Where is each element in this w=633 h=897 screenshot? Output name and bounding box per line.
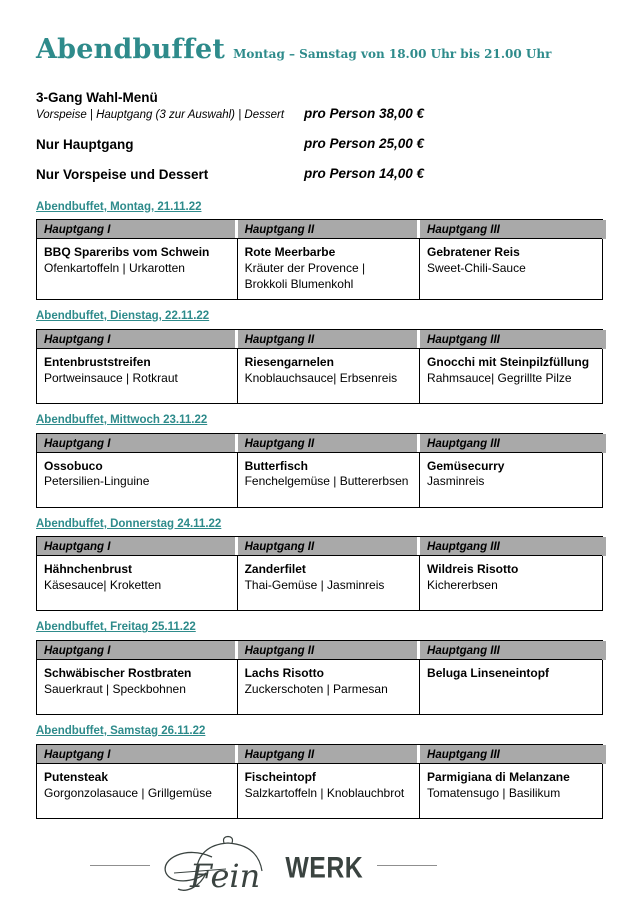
course-cell [238,660,420,714]
table-header-row [37,641,602,660]
day-section-donnerstag [36,518,603,612]
dish-name: Schwäbischer Rostbraten [44,666,192,681]
day-heading: Abendbuffet, Donnerstag 24.11.22 [36,517,222,530]
pricing-price: pro Person 38,00 € [304,106,425,121]
menu-table [36,329,603,404]
day-section-samstag [36,725,603,819]
dish-name: Parmigiana di Melanzane [427,769,570,784]
column-header: Hauptgang I [37,641,238,659]
dish-description: Tomatensugo | Basilikum [427,785,561,800]
dish-description: Zuckerschoten | Parmesan [244,681,388,696]
footer-divider-right [377,865,437,866]
dish-name: Rote Meerbarbe [244,245,336,260]
course-cell [238,556,420,610]
dish-name: Beluga Linseneintopf [427,666,550,681]
day-section-dienstag [36,310,603,404]
pricing-section [36,89,603,184]
dish-description: Kräuter der Provence | Brokkoli Blumenkohl [244,261,366,292]
table-body-row [37,239,602,298]
dish-description: Salzkartoffeln | Knoblauchbrot [244,785,405,800]
course-cell [420,556,602,610]
dish-description: Rahmsauce| Gegrillte Pilze [427,370,572,385]
pricing-label: Nur Hauptgang [36,136,134,152]
day-section-freitag [36,621,603,715]
course-cell [420,660,602,714]
pricing-row-main-only [36,135,603,153]
day-heading: Abendbuffet, Mittwoch 23.11.22 [36,413,208,426]
column-header: Hauptgang II [238,220,420,238]
course-cell [37,453,238,507]
course-cell [238,349,420,403]
column-header: Hauptgang III [420,745,602,763]
dish-description: Thai-Gemüse | Jasminreis [244,578,385,593]
pricing-label: Nur Vorspeise und Dessert [36,167,209,183]
day-section-montag [36,201,603,300]
pricing-sublabel: Vorspeise | Hauptgang (3 zur Auswahl) | Dessert [36,108,285,121]
pricing-price: pro Person 14,00 € [304,166,425,182]
pricing-label: 3-Gang Wahl-Menü [36,90,158,105]
day-heading: Abendbuffet, Samstag 26.11.22 [36,725,206,738]
table-header-row [37,220,602,239]
day-heading: Abendbuffet, Montag, 21.11.22 [36,200,202,213]
menu-table [36,536,603,611]
dish-description: Portweinsauce | Rotkraut [44,370,178,385]
menu-table [36,640,603,715]
column-header: Hauptgang II [238,330,420,348]
column-header: Hauptgang I [37,434,238,452]
dish-name: Gnocchi mit Steinpilzfüllung [427,354,590,369]
dish-description: Ofenkartoffeln | Urkarotten [44,261,185,276]
column-header: Hauptgang III [420,220,602,238]
table-body-row [37,349,602,403]
page-title: Abendbuffet [36,34,226,65]
dish-description: Fenchelgemüse | Buttererbsen [244,474,409,489]
column-header: Hauptgang I [37,745,238,763]
dish-name: Putensteak [44,769,109,784]
table-body-row [37,660,602,714]
column-header: Hauptgang II [238,641,420,659]
column-header: Hauptgang III [420,330,602,348]
course-cell [37,239,238,298]
dish-description: Gorgonzolasauce | Grillgemüse [44,785,212,800]
dish-name: Lachs Risotto [244,666,324,681]
course-cell [420,349,602,403]
column-header: Hauptgang I [37,220,238,238]
dish-description: Kichererbsen [427,578,498,593]
course-cell [37,556,238,610]
pricing-price: pro Person 25,00 € [304,136,425,152]
dish-description: Sweet-Chili-Sauce [427,261,526,276]
dish-name: Wildreis Risotto [427,562,519,577]
table-body-row [37,453,602,507]
course-cell [238,764,420,818]
course-cell [37,349,238,403]
day-heading: Abendbuffet, Freitag 25.11.22 [36,621,196,634]
logo-wordmark: WERK [285,852,364,885]
menu-table [36,744,603,819]
column-header: Hauptgang II [238,745,420,763]
table-header-row [37,330,602,349]
dish-name: Riesengarnelen [244,354,334,369]
dish-name: Hähnchenbrust [44,562,133,577]
course-cell [238,453,420,507]
footer-divider-left [90,865,150,866]
table-body-row [37,764,602,818]
cloche-icon [156,833,294,897]
menu-table [36,219,603,299]
dish-description: Jasminreis [427,474,485,489]
course-cell [420,764,602,818]
table-body-row [37,556,602,610]
dish-description: Sauerkraut | Speckbohnen [44,681,186,696]
page-subtitle: Montag – Samstag von 18.00 Uhr bis 21.00 Uhr [233,47,552,61]
column-header: Hauptgang III [420,537,602,555]
logo-script-text: Fein [190,856,261,895]
column-header: Hauptgang I [37,537,238,555]
footer-logo [0,833,547,897]
dish-description: Knoblauchsauce| Erbsenreis [244,370,398,385]
column-header: Hauptgang II [238,537,420,555]
course-cell [420,453,602,507]
pricing-row-starter-dessert [36,165,603,183]
day-heading: Abendbuffet, Dienstag, 22.11.22 [36,309,210,322]
dish-name: BBQ Spareribs vom Schwein [44,245,210,260]
menu-table [36,433,603,508]
column-header: Hauptgang II [238,434,420,452]
dish-name: Zanderfilet [244,562,306,577]
course-cell [420,239,602,298]
dish-description: Petersilien-Linguine [44,474,150,489]
dish-name: Butterfisch [244,458,308,473]
table-header-row [37,745,602,764]
dish-name: Entenbruststreifen [44,354,151,369]
document-header [36,34,603,65]
table-header-row [37,434,602,453]
day-section-mittwoch [36,414,603,508]
course-cell [37,660,238,714]
dish-name: Gemüsecurry [427,458,505,473]
pricing-row-menu [36,89,603,123]
dish-description: Käsesauce| Kroketten [44,578,162,593]
dish-name: Ossobuco [44,458,103,473]
dish-name: Gebratener Reis [427,245,520,260]
column-header: Hauptgang III [420,641,602,659]
course-cell [37,764,238,818]
dish-name: Fischeintopf [244,769,316,784]
column-header: Hauptgang I [37,330,238,348]
course-cell [238,239,420,298]
table-header-row [37,537,602,556]
column-header: Hauptgang III [420,434,602,452]
